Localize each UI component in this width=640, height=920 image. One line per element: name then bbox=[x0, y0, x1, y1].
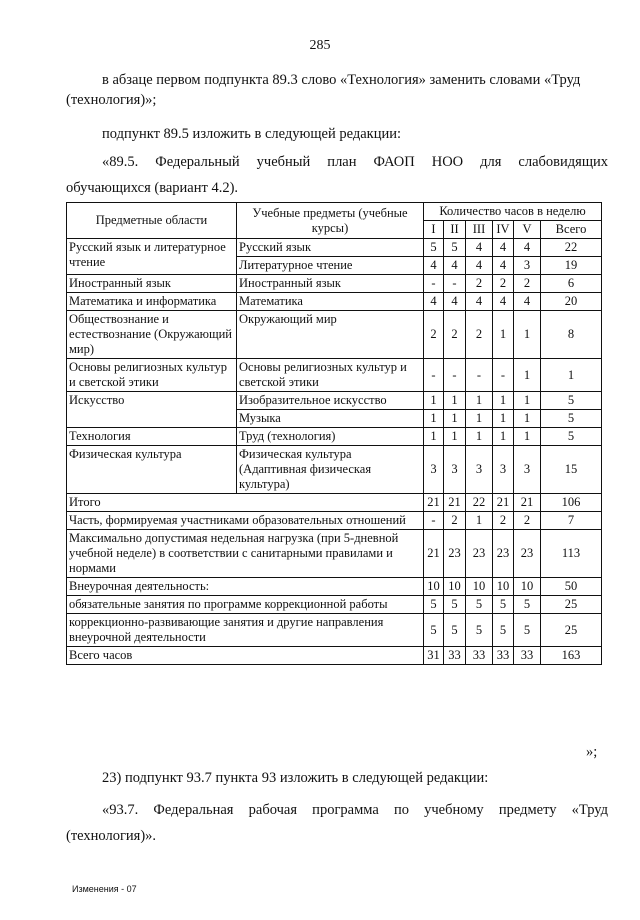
value: 4 bbox=[424, 257, 444, 275]
value: 5 bbox=[514, 596, 541, 614]
value: 1 bbox=[466, 428, 493, 446]
value: 1 bbox=[514, 311, 541, 359]
closing-quote: »; bbox=[586, 744, 598, 760]
grade-1: I bbox=[424, 221, 444, 239]
value: 31 bbox=[424, 647, 444, 665]
value: 3 bbox=[514, 446, 541, 494]
header-subjects: Учебные предметы (учебные курсы) bbox=[237, 203, 424, 239]
subject-foreign: Иностранный язык bbox=[237, 275, 424, 293]
subject-math: Математика bbox=[237, 293, 424, 311]
value-total: 19 bbox=[541, 257, 602, 275]
area-religion: Основы религиозных культур и светской этики bbox=[67, 359, 237, 392]
table-row bbox=[67, 614, 602, 647]
value: 1 bbox=[466, 392, 493, 410]
area-foreign: Иностранный язык bbox=[67, 275, 237, 293]
subject-religion: Основы религиозных культур и светской этики bbox=[237, 359, 424, 392]
value: 4 bbox=[466, 257, 493, 275]
area-social: Обществознание и естествознание (Окружающий мир) bbox=[67, 311, 237, 359]
extracurricular-label: Внеурочная деятельность: bbox=[67, 578, 424, 596]
table-row bbox=[67, 530, 602, 578]
value: 1 bbox=[444, 410, 466, 428]
table-row bbox=[67, 392, 602, 410]
value: 2 bbox=[444, 512, 466, 530]
value: 4 bbox=[493, 293, 514, 311]
grade-4: IV bbox=[493, 221, 514, 239]
table-row bbox=[67, 446, 602, 494]
header-areas: Предметные области bbox=[67, 203, 237, 239]
value: 1 bbox=[514, 428, 541, 446]
value-total: 1 bbox=[541, 359, 602, 392]
subject-world: Окружающий мир bbox=[237, 311, 424, 359]
value: 4 bbox=[444, 293, 466, 311]
table-row bbox=[67, 596, 602, 614]
value: 1 bbox=[493, 311, 514, 359]
value: 1 bbox=[424, 428, 444, 446]
area-tech: Технология bbox=[67, 428, 237, 446]
plan-heading-line1: «89.5. Федеральный учебный план ФАОП НОО для слабовидящих bbox=[102, 154, 608, 170]
value: 10 bbox=[466, 578, 493, 596]
value: 1 bbox=[444, 392, 466, 410]
value-total: 163 bbox=[541, 647, 602, 665]
value: 5 bbox=[466, 596, 493, 614]
value: 33 bbox=[493, 647, 514, 665]
subject-russian-language: Русский язык bbox=[237, 239, 424, 257]
value: 3 bbox=[466, 446, 493, 494]
table-row-total bbox=[67, 494, 602, 512]
value: 2 bbox=[493, 512, 514, 530]
grade-total: Всего bbox=[541, 221, 602, 239]
value: 1 bbox=[514, 410, 541, 428]
value: 1 bbox=[514, 392, 541, 410]
correction-label: обязательные занятия по программе коррекционной работы bbox=[67, 596, 424, 614]
table-header-row bbox=[67, 203, 602, 221]
plan-heading-line2: обучающихся (вариант 4.2). bbox=[66, 180, 239, 196]
value: 2 bbox=[514, 512, 541, 530]
value: 21 bbox=[444, 494, 466, 512]
value: 2 bbox=[466, 311, 493, 359]
value: 5 bbox=[466, 614, 493, 647]
footer-note: Изменения - 07 bbox=[72, 884, 137, 894]
table-row bbox=[67, 293, 602, 311]
value: 1 bbox=[466, 410, 493, 428]
value: 33 bbox=[514, 647, 541, 665]
subject-fine-art: Изобразительное искусство bbox=[237, 392, 424, 410]
value-total: 8 bbox=[541, 311, 602, 359]
value-total: 50 bbox=[541, 578, 602, 596]
total-label: Итого bbox=[67, 494, 424, 512]
grade-3: III bbox=[466, 221, 493, 239]
value: 3 bbox=[493, 446, 514, 494]
curriculum-table bbox=[66, 202, 602, 665]
value: 2 bbox=[424, 311, 444, 359]
area-math: Математика и информатика bbox=[67, 293, 237, 311]
value: 1 bbox=[493, 392, 514, 410]
value: 2 bbox=[466, 275, 493, 293]
value: - bbox=[493, 359, 514, 392]
value: 4 bbox=[466, 293, 493, 311]
value-total: 7 bbox=[541, 512, 602, 530]
value-total: 15 bbox=[541, 446, 602, 494]
value-total: 20 bbox=[541, 293, 602, 311]
paragraph-89-5-intro: подпункт 89.5 изложить в следующей редакции: bbox=[102, 126, 402, 142]
part-label: Часть, формируемая участниками образовательных отношений bbox=[67, 512, 424, 530]
table-row-grand-total bbox=[67, 647, 602, 665]
value: 5 bbox=[424, 239, 444, 257]
value: 4 bbox=[514, 239, 541, 257]
page-number: 285 bbox=[309, 38, 331, 53]
grade-5: V bbox=[514, 221, 541, 239]
value: 2 bbox=[514, 275, 541, 293]
value-total: 106 bbox=[541, 494, 602, 512]
grade-2: II bbox=[444, 221, 466, 239]
area-art: Искусство bbox=[67, 392, 237, 428]
value: - bbox=[424, 359, 444, 392]
value: 21 bbox=[424, 494, 444, 512]
value: 10 bbox=[444, 578, 466, 596]
table-row bbox=[67, 512, 602, 530]
value: - bbox=[444, 359, 466, 392]
development-label: коррекционно-развивающие занятия и другие направления внеурочной деятельности bbox=[67, 614, 424, 647]
grand-total-label: Всего часов bbox=[67, 647, 424, 665]
paragraph-89-3: в абзаце первом подпункта 89.3 слово «Технология» заменить словами «Труд (технология)»; bbox=[66, 72, 581, 108]
value: 21 bbox=[424, 530, 444, 578]
value: 23 bbox=[466, 530, 493, 578]
value: 3 bbox=[514, 257, 541, 275]
program-heading-line1: «93.7. Федеральная рабочая программа по учебному предмету «Труд bbox=[102, 802, 608, 818]
value: - bbox=[424, 275, 444, 293]
table-row bbox=[67, 239, 602, 257]
value: 4 bbox=[493, 257, 514, 275]
value: - bbox=[444, 275, 466, 293]
value: 5 bbox=[424, 614, 444, 647]
value: 21 bbox=[514, 494, 541, 512]
value: 23 bbox=[493, 530, 514, 578]
value-total: 5 bbox=[541, 392, 602, 410]
subject-labor: Труд (технология) bbox=[237, 428, 424, 446]
value: 10 bbox=[493, 578, 514, 596]
program-heading-line2: (технология)». bbox=[66, 828, 157, 844]
value-total: 22 bbox=[541, 239, 602, 257]
value: 23 bbox=[444, 530, 466, 578]
table-row bbox=[67, 359, 602, 392]
subject-literary-reading: Литературное чтение bbox=[237, 257, 424, 275]
value: 1 bbox=[424, 392, 444, 410]
value: 22 bbox=[466, 494, 493, 512]
value: 5 bbox=[444, 614, 466, 647]
value: 10 bbox=[424, 578, 444, 596]
value: 1 bbox=[424, 410, 444, 428]
value-total: 6 bbox=[541, 275, 602, 293]
value-total: 25 bbox=[541, 614, 602, 647]
value: 21 bbox=[493, 494, 514, 512]
value: 1 bbox=[514, 359, 541, 392]
value: 3 bbox=[444, 446, 466, 494]
value: 5 bbox=[493, 596, 514, 614]
value: 33 bbox=[466, 647, 493, 665]
value: 33 bbox=[444, 647, 466, 665]
value: 23 bbox=[514, 530, 541, 578]
value: 1 bbox=[493, 428, 514, 446]
value: 4 bbox=[444, 257, 466, 275]
value: 5 bbox=[514, 614, 541, 647]
table-row bbox=[67, 275, 602, 293]
area-russian: Русский язык и литературное чтение bbox=[67, 239, 237, 275]
table-row bbox=[67, 578, 602, 596]
value-total: 5 bbox=[541, 428, 602, 446]
value: 3 bbox=[424, 446, 444, 494]
value-total: 25 bbox=[541, 596, 602, 614]
value: - bbox=[424, 512, 444, 530]
table-row bbox=[67, 311, 602, 359]
value: 1 bbox=[493, 410, 514, 428]
value: 2 bbox=[444, 311, 466, 359]
subject-music: Музыка bbox=[237, 410, 424, 428]
value: 1 bbox=[466, 512, 493, 530]
value: 4 bbox=[514, 293, 541, 311]
value: 2 bbox=[493, 275, 514, 293]
max-load-label: Максимально допустимая недельная нагрузка (при 5-дневной учебной неделе) в соответствии с санитарными правилами и нормами bbox=[67, 530, 424, 578]
area-pe: Физическая культура bbox=[67, 446, 237, 494]
header-hours: Количество часов в неделю bbox=[424, 203, 602, 221]
subject-pe: Физическая культура (Адаптивная физическая культура) bbox=[237, 446, 424, 494]
table-row bbox=[67, 428, 602, 446]
value: 10 bbox=[514, 578, 541, 596]
value: - bbox=[466, 359, 493, 392]
paragraph-93-7-intro: 23) подпункт 93.7 пункта 93 изложить в следующей редакции: bbox=[102, 770, 489, 786]
value: 4 bbox=[424, 293, 444, 311]
value: 1 bbox=[444, 428, 466, 446]
value: 4 bbox=[493, 239, 514, 257]
value: 5 bbox=[493, 614, 514, 647]
value: 4 bbox=[466, 239, 493, 257]
value-total: 113 bbox=[541, 530, 602, 578]
value: 5 bbox=[444, 596, 466, 614]
value: 5 bbox=[424, 596, 444, 614]
value: 5 bbox=[444, 239, 466, 257]
value-total: 5 bbox=[541, 410, 602, 428]
